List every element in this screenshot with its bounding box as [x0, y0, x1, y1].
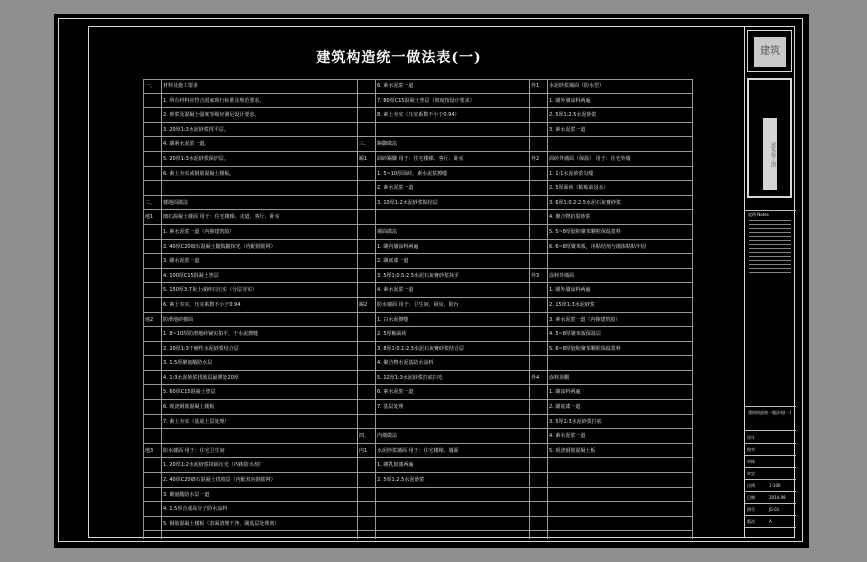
row-text: 7. 基层处理 [377, 404, 404, 411]
sheet-name: 建筑构造统一做法表(一) [748, 410, 792, 415]
table-row [143, 283, 357, 298]
row-text: 2. 15厚1:3水泥砂浆 [549, 301, 595, 308]
row-text: 4. 刷素水泥浆一道。 [163, 141, 210, 148]
row-text: 1. 刷外墙涂料两遍 [549, 97, 591, 104]
table-row [143, 210, 357, 225]
row-text: 4. 100厚C15混凝土垫层 [163, 272, 219, 279]
row-text: 5. 20厚1:3水泥砂浆保护层。 [163, 155, 229, 162]
row-text: 水泥砂浆墙面 用于：住宅楼梯、墙面 [377, 447, 459, 454]
row-text: 6. 素土夯实或钢筋混凝土楼板。 [163, 170, 235, 177]
title-block [744, 26, 795, 538]
table-row [529, 327, 692, 342]
table-row [529, 152, 692, 167]
vertical-label: 建筑施工图 [763, 118, 777, 190]
table-row [529, 415, 692, 430]
row-code: 地3 [145, 447, 154, 454]
table-row [143, 108, 357, 123]
table-row [529, 356, 692, 371]
table-column-3 [529, 79, 692, 531]
row-text: 7. 素土夯实（基底土层处理） [163, 418, 230, 425]
field-value: JS-01 [769, 507, 780, 512]
table-row [529, 210, 692, 225]
row-text: 5. 现浇钢筋混凝土板 [549, 447, 596, 454]
row-code: 地2 [145, 316, 154, 323]
table-row [357, 254, 529, 269]
row-text: 2. 素水泥浆一道 [377, 185, 414, 192]
table-row [529, 473, 692, 488]
table-row [529, 137, 692, 152]
row-code: 踢1 [359, 155, 368, 162]
drawing-canvas [54, 14, 809, 548]
table-row [529, 488, 692, 503]
row-code: 二、 [145, 199, 156, 206]
col-divider [692, 79, 693, 539]
table-row [357, 356, 529, 371]
table-row [529, 400, 692, 415]
title-block-row [745, 504, 796, 516]
table-row [529, 444, 692, 459]
table-row [357, 458, 529, 473]
table-row [357, 444, 529, 459]
drawing-frame [88, 26, 795, 538]
row-text: 6. 素水泥浆一道 [377, 389, 414, 396]
row-text: 1. 8~10厚防滑地砖铺实拍平，干水泥擦缝 [163, 331, 259, 338]
row-text: 2. 5厚面砖（粘贴前浸水） [549, 185, 609, 192]
divider [745, 430, 796, 431]
row-text: 墙面做法 [377, 228, 398, 235]
row-text: 4. 聚合物抗裂砂浆 [549, 214, 591, 221]
row-text: 3. 6厚1:0.2:2.5水泥石灰膏砂浆 [549, 199, 621, 206]
field-value: 2014.09 [769, 495, 786, 500]
row-code: 踢2 [359, 301, 368, 308]
row-text: 2. 5厚1:2.5水泥砂浆 [377, 477, 425, 484]
table-row [143, 502, 357, 517]
table-column-1 [143, 79, 357, 531]
row-text: 涂料顶棚 [549, 374, 570, 381]
row-text: 5. 6~8厚胶粉聚苯颗粒保温浆料 [549, 345, 621, 352]
table-row [143, 137, 357, 152]
table-row [143, 167, 357, 182]
table-row [357, 269, 529, 284]
row-text: 4. 5~8厚聚苯板保温层 [549, 331, 601, 338]
row-text: 3. 1.5厚聚氨酯防水层 [163, 360, 213, 367]
table-row [357, 283, 529, 298]
row-code: 三、 [359, 141, 370, 148]
row-text: 1. 刷涂料两遍 [549, 389, 581, 396]
row-text: 2. 40厚C20细石混凝土随捣随抹光（内配钢筋网） [163, 243, 276, 250]
row-text: 1. 刷乳胶漆两遍 [377, 462, 414, 469]
row-text: 1. 20厚1:2水泥砂浆抹面压光（内掺防水剂） [163, 462, 264, 469]
row-text: 3. 10厚1:2水泥砂浆粘结层 [377, 199, 438, 206]
row-text: 防水墙面 用于：卫生间、厨房、阳台 [377, 301, 459, 308]
table-row [143, 181, 357, 196]
table-row [529, 517, 692, 532]
row-text: 1. 刷内墙涂料两遍 [377, 243, 419, 250]
title-block-row [745, 456, 796, 468]
table-row [357, 488, 529, 503]
table-row [357, 473, 529, 488]
table-row [143, 458, 357, 473]
table-row [529, 79, 692, 94]
row-text: 3. 5厚1:3水泥砂浆打底 [549, 418, 602, 425]
row-text: 1. 1:1水泥砂浆勾缝 [549, 170, 594, 177]
table-row [143, 327, 357, 342]
table-row [143, 415, 357, 430]
table-row [357, 371, 529, 386]
row-text: 2. 刷底漆一道 [549, 404, 581, 411]
field-value: 1:100 [769, 483, 781, 488]
row-text: 5. 5~8厚胶粉聚苯颗粒保温浆料 [549, 228, 621, 235]
row-text: 2. 5厚1:2.5水泥砂浆 [549, 112, 597, 119]
title-block-row [745, 432, 796, 444]
row-text: 3. 刷水泥浆一道 [163, 258, 200, 265]
table-column-2 [357, 79, 529, 531]
row-text: 3. 5厚1:0.5:2.5水泥石灰膏砂浆抹平 [377, 272, 459, 279]
table-row [529, 502, 692, 517]
row-text: 6. 6~8厚聚苯板，用粘结剂与墙体粘贴牢固 [549, 243, 646, 250]
row-text: 2. 5厚釉面砖 [377, 331, 407, 338]
row-text: 8. 素土夯实（压实系数不小于0.94） [377, 112, 460, 119]
table-row [143, 313, 357, 328]
table-row [143, 444, 357, 459]
field-label: 校对 [747, 447, 755, 452]
divider [745, 406, 796, 407]
row-code: 外2 [531, 155, 540, 162]
row-text: 细石混凝土楼面 用于：住宅楼梯、走道、客厅、卧室 [163, 214, 280, 221]
table-row [529, 108, 692, 123]
field-label: 设计 [747, 435, 755, 440]
company-logo-box [747, 30, 792, 72]
row-text: 1. 5~10厚面砖，素水泥浆擦缝 [377, 170, 448, 177]
field-label: 图号 [747, 507, 755, 512]
table-row [529, 240, 692, 255]
row-text: 7. 80厚C15混凝土垫层（坡度按设计要求） [377, 97, 475, 104]
table-row [357, 240, 529, 255]
row-code: 外3 [531, 272, 540, 279]
table-row [143, 123, 357, 138]
row-text: 面砖外墙面（保温） 用于：住宅外墙 [549, 155, 631, 162]
table-row [357, 342, 529, 357]
row-code: 四、 [359, 433, 370, 440]
row-text: 2. 刷底漆一道 [377, 258, 409, 265]
table-row [143, 240, 357, 255]
table-row [357, 298, 529, 313]
row-text: 踢脚做法 [377, 141, 398, 148]
table-row [357, 181, 529, 196]
table-row [143, 400, 357, 415]
table-row [143, 517, 357, 532]
row-text: 6. 素水泥浆一道 [377, 83, 414, 89]
field-value: A [769, 519, 772, 524]
table-row [529, 429, 692, 444]
table-row [529, 458, 692, 473]
row-text: 内墙做法 [377, 433, 398, 440]
table-row [529, 342, 692, 357]
field-label: 版次 [747, 519, 755, 524]
table-row [357, 210, 529, 225]
row-text: 1. 素水泥浆一道（内掺建筑胶） [163, 228, 235, 235]
table-row [357, 429, 529, 444]
notes-header: 说明 Notes [748, 212, 769, 217]
table-row [357, 123, 529, 138]
divider [745, 210, 796, 211]
title-block-row [745, 492, 796, 504]
row-text: 防水楼面 用于：住宅卫生间 [163, 447, 225, 454]
table-row [143, 196, 357, 211]
table-row [357, 385, 529, 400]
title-block-row [745, 480, 796, 492]
table-row [529, 313, 692, 328]
company-logo: 建筑 [754, 37, 786, 67]
row-text: 2. 砂浆及混凝土强度等级应满足设计要求。 [163, 112, 260, 119]
table-row [143, 298, 357, 313]
row-text: 3. 8厚1:0.1:2.5水泥石灰膏砂浆结合层 [377, 345, 464, 352]
table-row [143, 342, 357, 357]
row-text: 材料及施工要求 [163, 83, 199, 89]
row-text: 6. 素土夯实，压实系数不小于0.94 [163, 301, 241, 308]
table-row [357, 94, 529, 109]
table-row [529, 298, 692, 313]
table-row [529, 123, 692, 138]
page-title: 建筑构造统一做法表(一) [316, 50, 482, 66]
stamp-box [747, 78, 792, 198]
table-row [357, 502, 529, 517]
table-row [143, 79, 357, 94]
title-block-fields [745, 432, 796, 528]
row-code: 外1 [531, 83, 540, 89]
row-code: 内1 [359, 447, 368, 454]
row-text: 1. 刷外墙涂料两遍 [549, 287, 591, 294]
row-text: 1. 白水泥擦缝 [377, 316, 409, 323]
table-row [357, 400, 529, 415]
row-text: 4. 1.5厚合成高分子防水涂料 [163, 506, 228, 513]
field-label: 日期 [747, 495, 755, 500]
row-code: 地1 [145, 214, 154, 221]
table-row [357, 313, 529, 328]
table-row [529, 269, 692, 284]
row-text: 面砖踢脚 用于：住宅楼梯、客厅、卧室 [377, 155, 464, 162]
table-row [357, 327, 529, 342]
table-row [143, 429, 357, 444]
row-text: 涂料外墙面 [549, 272, 575, 279]
row-text: 4. 聚合物水泥基防水涂料 [377, 360, 434, 367]
row-text: 2. 20厚1:3干硬性水泥砂浆结合层 [163, 345, 239, 352]
table-row [529, 283, 692, 298]
title-block-row [745, 468, 796, 480]
row-text: 4. 素水泥浆一道 [549, 433, 586, 440]
row-text: 5. 150厚3:7灰土或碎石压实（分层夯实） [163, 287, 257, 294]
table-row [529, 371, 692, 386]
table-row [143, 94, 357, 109]
table-row [529, 225, 692, 240]
table-row [529, 385, 692, 400]
field-label: 比例 [747, 483, 755, 488]
table-row [529, 196, 692, 211]
table-row [143, 356, 357, 371]
table-row [357, 196, 529, 211]
row-text: 4. 1:3水泥砂浆找坡层最薄处20厚 [163, 374, 239, 381]
table-row [357, 137, 529, 152]
row-text: 1. 所有材料应符合国家现行标准及规范要求。 [163, 97, 265, 104]
row-text: 3. 聚氨酯防水层一道 [163, 491, 210, 498]
notes-text [749, 220, 791, 276]
table-row [529, 254, 692, 269]
field-label: 审定 [747, 471, 755, 476]
table-row [357, 225, 529, 240]
row-code: 外4 [531, 374, 540, 381]
table-row [143, 152, 357, 167]
table-row [143, 371, 357, 386]
table-row [529, 167, 692, 182]
table-row [529, 94, 692, 109]
row-text: 6. 现浇钢筋混凝土楼板 [163, 404, 215, 411]
table-row [529, 181, 692, 196]
table-row [357, 79, 529, 94]
table-row [357, 152, 529, 167]
table-row [143, 225, 357, 240]
field-label: 审核 [747, 459, 755, 464]
table-row [357, 167, 529, 182]
row-text: 2. 40厚C20细石混凝土找坡层（内配双向钢筋网） [163, 477, 276, 484]
row-text: 水泥砂浆墙面（防水型） [549, 83, 605, 89]
table-row [357, 415, 529, 430]
table-row [357, 517, 529, 532]
table-row [143, 254, 357, 269]
table-row [143, 473, 357, 488]
row-text: 4. 素水泥浆一道 [377, 287, 414, 294]
title-block-row [745, 516, 796, 528]
row-text: 3. 素水泥浆一道（内掺建筑胶） [549, 316, 621, 323]
table-row [143, 269, 357, 284]
title-block-row [745, 444, 796, 456]
table-row [143, 385, 357, 400]
row-text: 防滑地砖楼面 [163, 316, 194, 323]
table-row [143, 488, 357, 503]
row-text: 3. 20厚1:3水泥砂浆找平层。 [163, 126, 229, 133]
table-row [357, 108, 529, 123]
row-text: 5. 钢筋混凝土楼板（表面清理干净，刷基层处理剂） [163, 520, 280, 527]
row-text: 5. 12厚1:3水泥砂浆打底扫毛 [377, 374, 443, 381]
row-text: 5. 60厚C15混凝土垫层 [163, 389, 216, 396]
row-code: 一、 [145, 83, 156, 89]
row-text: 楼地面做法 [163, 199, 189, 206]
row-text: 3. 素水泥浆一道 [549, 126, 586, 133]
